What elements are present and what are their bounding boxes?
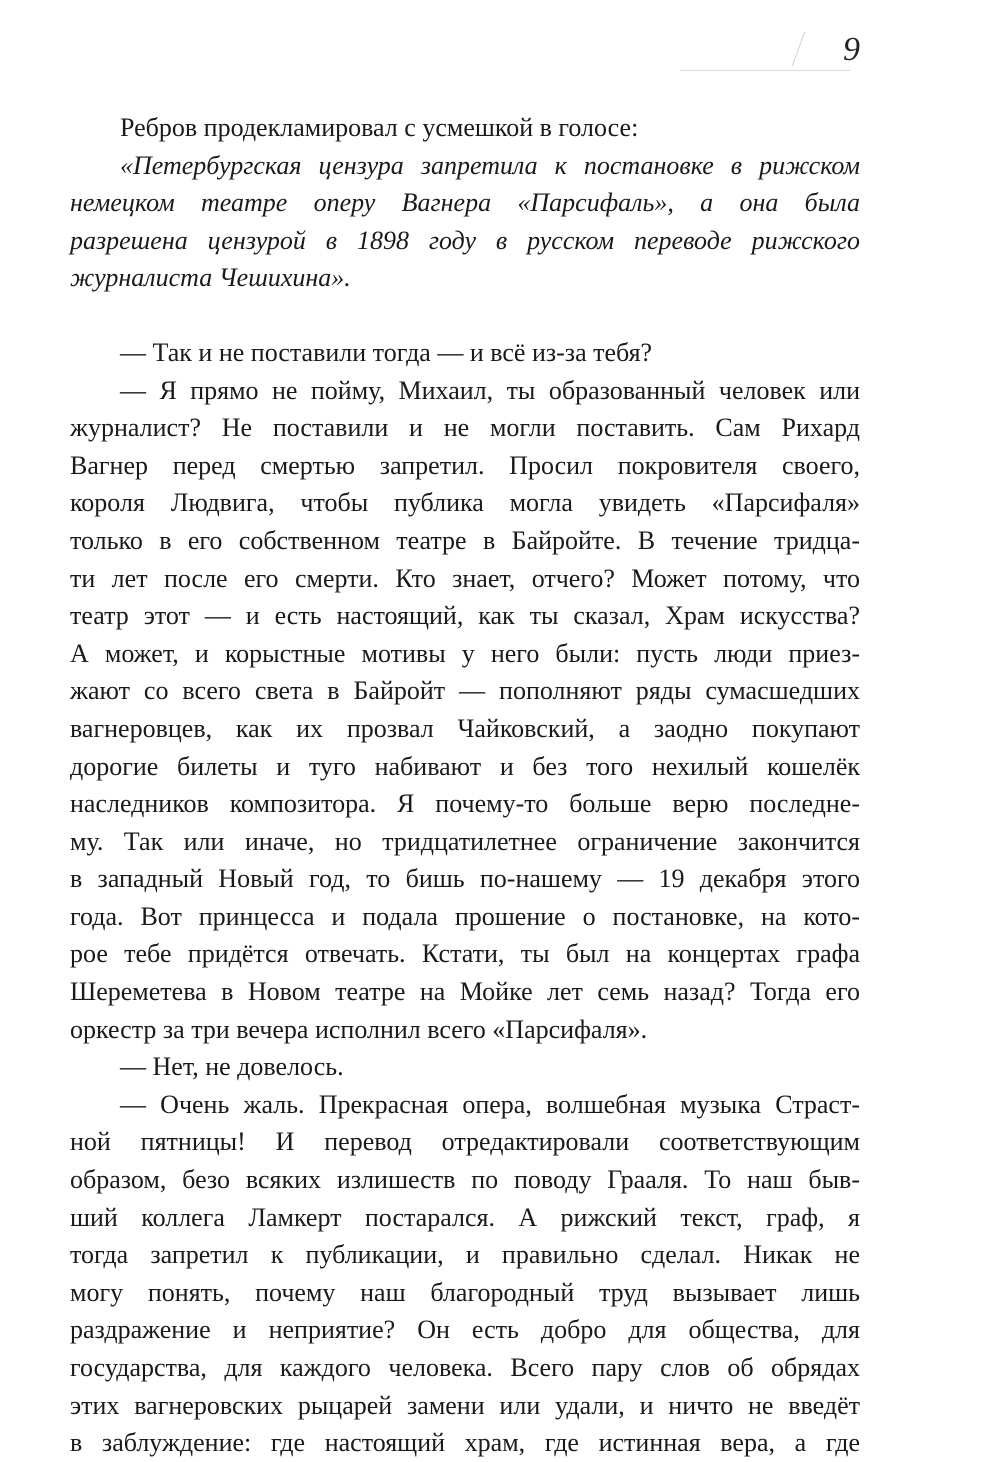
- text-line: дорогие билеты и туго набивают и без того нехилый кошелёк: [70, 751, 860, 781]
- text-line: журналист? Не поставили и не могли поставить. Сам Рихард: [70, 413, 860, 443]
- paragraph-gap: [70, 297, 860, 334]
- quote-line: разрешена цензурой в 1898 году в русском переводе рижского: [70, 225, 860, 255]
- text-line: только в его собственном театре в Байройте. В течение тридца-: [70, 525, 860, 555]
- text-line: короля Людвига, чтобы публика могла увидеть «Парсифаля»: [70, 488, 860, 518]
- text-line: — Я прямо не пойму, Михаил, ты образованный человек или: [120, 375, 860, 405]
- text-line: рое тебе придётся отвечать. Кстати, ты был на концертах графа: [70, 939, 860, 969]
- text-line: оркестр за три вечера исполнил всего «Парсифаля».: [70, 1014, 648, 1044]
- text-line: театр этот — и есть настоящий, как ты сказал, Храм искусства?: [70, 601, 860, 631]
- text-line: образом, безо всяких излишеств по поводу Грааля. То наш быв-: [70, 1165, 860, 1195]
- header-slash: [792, 32, 805, 66]
- text-line: Вагнер перед смертью запретил. Просил покровителя своего,: [70, 450, 860, 480]
- text-line: в заблуждение: где настоящий храм, где истинная вера, а где: [70, 1428, 860, 1458]
- text-line: — Нет, не довелось.: [120, 1052, 344, 1082]
- quote-line: «Петербургская цензура запретила к постановке в рижском: [120, 150, 860, 180]
- text-line: жают со всего света в Байройт — пополняют ряды сумасшедших: [70, 676, 860, 706]
- text-line: года. Вот принцесса и подала прошение о постановке, на кото-: [70, 901, 860, 931]
- text-line: тогда запретил к публикации, и правильно сделал. Никак не: [70, 1240, 860, 1270]
- header-rule: [680, 70, 850, 71]
- body-text: [70, 109, 860, 1462]
- text-line: вагнеровцев, как их прозвал Чайковский, а заодно покупают: [70, 713, 860, 743]
- text-line: этих вагнеровских рыцарей замени или удали, и ничто не введёт: [70, 1390, 860, 1420]
- text-line: государства, для каждого человека. Всего пару слов об обрядах: [70, 1353, 860, 1382]
- text-line: му. Так или иначе, но тридцатилетнее ограничение закончится: [70, 826, 860, 856]
- page-number: 9: [843, 31, 860, 68]
- text-line: ти лет после его смерти. Кто знает, отчего? Может потому, что: [70, 563, 860, 593]
- text-line: ший коллега Ламкерт постарался. А рижский текст, граф, я: [70, 1202, 860, 1232]
- running-header: [680, 30, 860, 74]
- text-line: А может, и корыстные мотивы у него были: пусть люди приез-: [70, 638, 860, 668]
- text-line: раздражение и неприятие? Он есть добро для общества, для: [70, 1315, 860, 1345]
- quote-line: журналиста Чешихина».: [70, 263, 351, 293]
- text-line: могу понять, почему наш благородный труд вызывает лишь: [70, 1277, 860, 1307]
- quote-line: немецком театре оперу Вагнера «Парсифаль», а она была: [70, 188, 860, 218]
- text-line: в западный Новый год, то бишь по-нашему — 19 декабря этого: [70, 864, 860, 894]
- text-line: ной пятницы! И перевод отредактировали соответствующим: [70, 1127, 860, 1157]
- text-line: Ребров продекламировал с усмешкой в голосе:: [120, 113, 639, 142]
- text-line: наследников композитора. Я почему-то больше верю последне-: [70, 789, 860, 819]
- text-line: — Очень жаль. Прекрасная опера, волшебная музыка Страст-: [120, 1089, 860, 1119]
- text-line: — Так и не поставили тогда — и всё из-за тебя?: [120, 337, 653, 367]
- text-line: Шереметева в Новом театре на Мойке лет семь назад? Тогда его: [70, 977, 860, 1007]
